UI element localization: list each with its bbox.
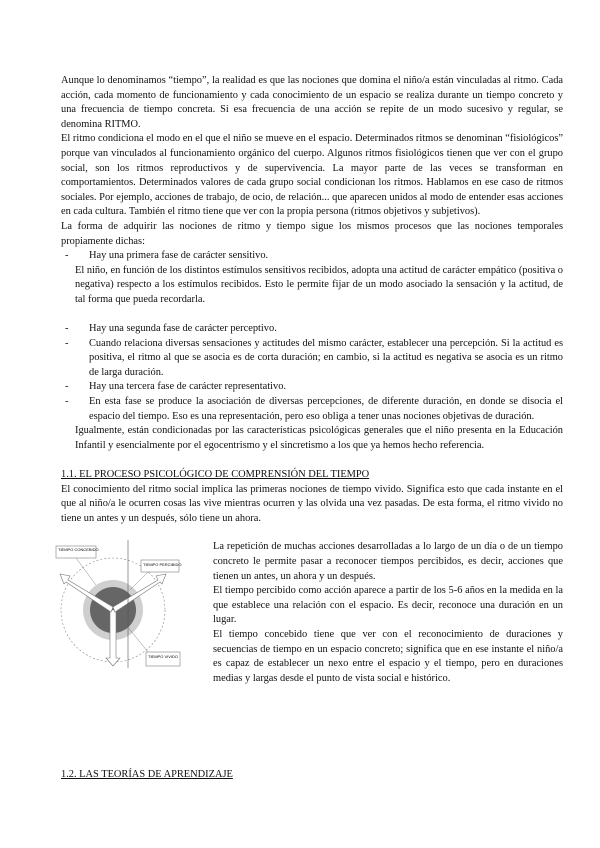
paragraph: El tiempo concebido tiene que ver con el reconocimiento de duraciones y secuencias de tiempo en un espacio concreto; significa que en ese instante el niño/a es capaz de establecer un nexo entre el espacio y el tiempo, pero en duraciones medias y largas desde el punto de vista social e histórico. <box>213 628 563 684</box>
paragraph: Aunque lo denominamos “tiempo”, la realidad es que las nociones que domina el niño/a están vinculadas al ritmo. Cada acción, cada momento de funcionamiento y cada conocimiento de un espacio se realiza durante un tiempo concreto y una frecuencia de tiempo concreta. Si esa frecuencia de una acción se repite de un modo sucesivo y regular, se denomina RITMO. <box>61 75 563 130</box>
figure-section <box>58 540 563 686</box>
paragraph: El tiempo percibido como acción aparece a partir de los 5-6 años en la medida en la que establece una relación con el espacio. Es decir, reconoce una duración en un lugar. <box>213 585 563 626</box>
paragraph: La forma de adquirir las nociones de ritmo y tiempo sigue los mismos procesos que las nociones temporales propiamente dichas: <box>61 220 563 247</box>
list-item: - Hay una primera fase de carácter sensitivo. <box>65 250 269 262</box>
section-heading: 1.2. LAS TEORÍAS DE APRENDIZAJE <box>61 769 233 781</box>
paragraph: El conocimiento del ritmo social implica las primeras nociones de tiempo vivido. Significa esto que cada instante en el que al niño/a le ocurren cosas las vive mientras ocurren y las olvida una vez pasadas. De esta forma, el ritmo vivido no tiene un antes y un después, sólo tiene un ahora. <box>61 483 563 524</box>
paragraph: La repetición de muchas acciones desarrolladas a lo largo de un día o de un tiempo concreto le permite pasar a reconocer tiempos percibidos, es decir, acciones que tienen un antes, un ahora y un después. <box>213 541 563 582</box>
list-item: - Cuando relaciona diversas sensaciones y actitudes del mismo carácter, establecer una percepción. Si la actitud es positiva, el ritmo al que se asocia es de corta duración; en cambio, si la actitud es negativa se asocia es un ritmo de larga duración. <box>65 337 563 378</box>
paragraph: Igualmente, están condicionadas por las características psicológicas generales que el niño presenta en la Educación Infantil y esencialmente por el egocentrismo y el sincretismo a los que ya hemos hecho referencia. <box>75 425 563 451</box>
paragraph: El niño, en función de los distintos estímulos sensitivos recibidos, adopta una actitud de carácter empático (positiva o negativa) respecto a los estímulos recibidos. Esto le permite fijar de un modo asociado la sensación y la actitud, de tal forma que pueda recordarla. <box>75 264 563 305</box>
paragraph: El ritmo condiciona el modo en el que el niño se mueve en el espacio. Determinados ritmos se denominan “fisiológicos” porque van vinculados al funcionamiento orgánico del cuerpo. Algunos ritmos fisiológicos tienen que ver con el grupo social, son los ritmos reproductivos y de supervivencia. La mayor parte de las veces se transforman en comportamientos. Determinados valores de cada grupo social condicionan los ritmos. Hablamos en ese caso de ritmos sociales. Por ejemplo, acciones de trabajo, de ocio, de relación... que aparecen unidos al modo de entender esas acciones en cada cultura. También el ritmo tiene que ver con la propia persona (ritmos objetivos y subjetivos). <box>61 133 563 218</box>
svg-text:TIEMPO CONCEBIDO: TIEMPO CONCEBIDO <box>58 547 99 553</box>
svg-text:TIEMPO VIVIDO: TIEMPO VIVIDO <box>148 654 179 660</box>
list-item: - Hay una tercera fase de carácter representativo. <box>65 381 287 393</box>
list-item: - En esta fase se produce la asociación de diversas percepciones, de diferente duración, en donde se disocia el espacio del tiempo. Eso es una representación, pero eso obliga a tener unas nociones objetivas de duración. <box>65 396 563 422</box>
document-page <box>58 74 563 783</box>
time-diagram-image <box>38 540 188 668</box>
svg-text:TIEMPO PERCIBIDO: TIEMPO PERCIBIDO <box>143 562 182 568</box>
section-heading: 1.1. EL PROCESO PSICOLÓGICO DE COMPRENSIÓN DEL TIEMPO <box>61 469 370 481</box>
list-item: - Hay una segunda fase de carácter perceptivo. <box>65 323 277 335</box>
